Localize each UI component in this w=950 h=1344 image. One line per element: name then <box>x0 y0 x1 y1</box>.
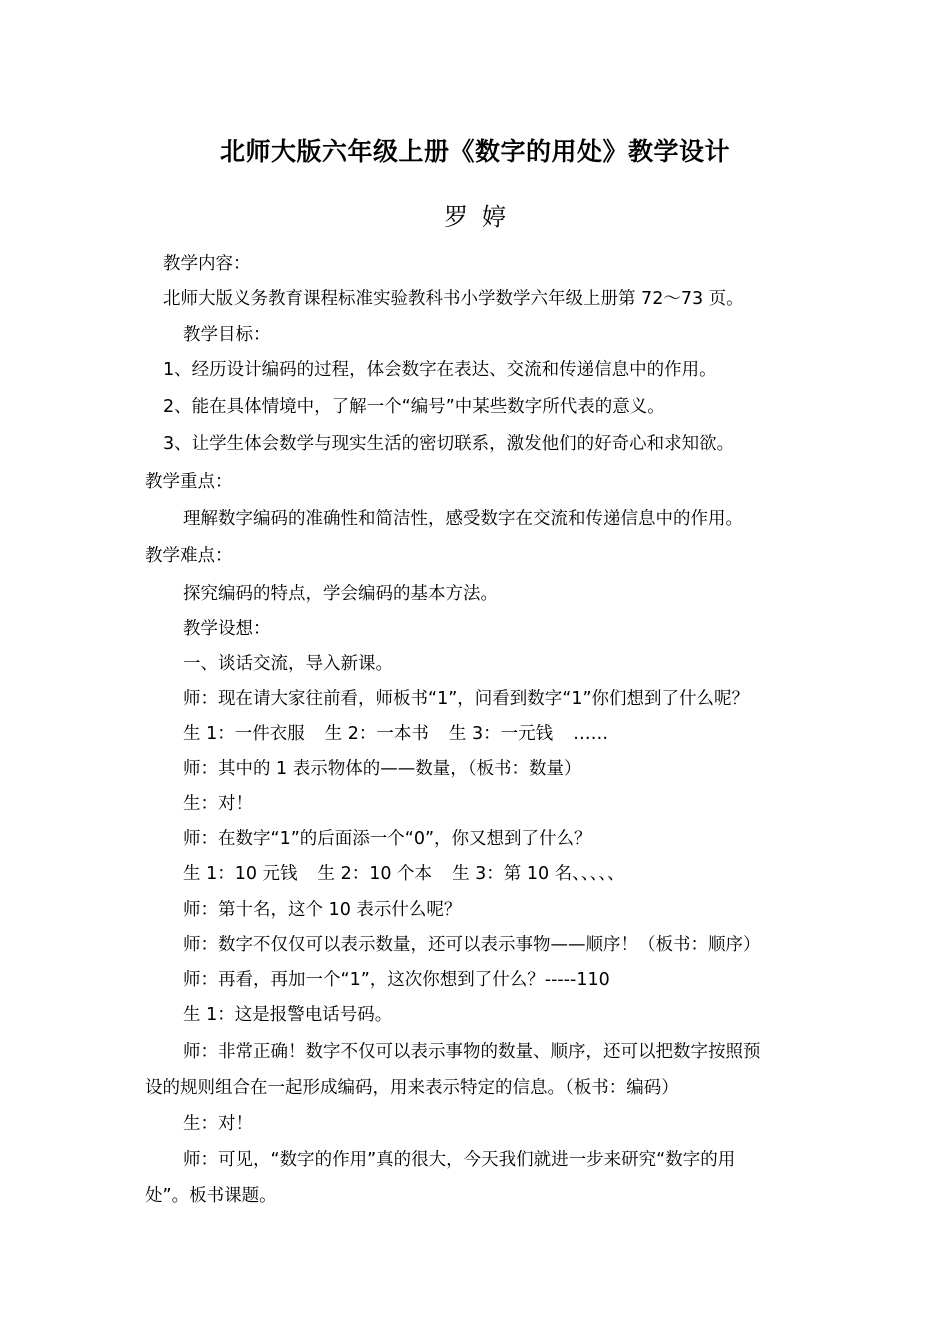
author-given-name: 婷 <box>482 203 506 231</box>
student-answer: 生 2：一本书 <box>324 724 429 744</box>
paragraph-line: 北师大版义务教育课程标准实验教科书小学数学六年级上册第 72～73 页。 <box>163 289 744 309</box>
dialogue-line: 师：可见，“数字的作用”真的很大，今天我们就进一步来研究“数字的用 <box>183 1150 736 1170</box>
heading-teaching-objectives: 教学目标： <box>183 325 271 345</box>
dialogue-line: 生：对！ <box>183 1114 253 1134</box>
student-answer: 生 1：一件衣服 <box>183 724 305 744</box>
dialogue-line: 生 1：这是报警电话号码。 <box>183 1005 393 1025</box>
heading-teaching-content: 教学内容： <box>163 254 251 274</box>
student-answer: 生 1：10 元钱 <box>183 864 298 884</box>
dialogue-line: 设的规则组合在一起形成编码，用来表示特定的信息。（板书：编码） <box>145 1078 679 1098</box>
dialogue-line: 师：非常正确！数字不仅可以表示事物的数量、顺序，还可以把数字按照预 <box>183 1042 761 1062</box>
paragraph-line: 理解数字编码的准确性和简洁性，感受数字在交流和传递信息中的作用。 <box>183 509 743 529</box>
dialogue-line: 师：在数字“1”的后面添一个“0”，你又想到了什么？ <box>183 829 592 849</box>
student-answers-row <box>183 862 625 886</box>
paragraph-line: 探究编码的特点，学会编码的基本方法。 <box>183 584 498 604</box>
dialogue-line: 师：第十名，这个 10 表示什么呢？ <box>183 900 462 920</box>
student-answer: 生 2：10 个本 <box>317 864 433 884</box>
objective-item-2: 2、能在具体情境中，了解一个“编号”中某些数字所代表的意义。 <box>163 397 665 417</box>
student-answer: 生 3：第 10 名、、、、、 <box>452 864 625 884</box>
student-answer: 生 3：一元钱 <box>448 724 554 744</box>
dialogue-line: 处”。板书课题。 <box>145 1186 277 1206</box>
dialogue-line: 师：数字不仅仅可以表示数量，还可以表示事物——顺序！（板书：顺序） <box>183 935 761 955</box>
author-surname: 罗 <box>444 203 468 231</box>
dialogue-line: 师：其中的 1 表示物体的——数量，（板书：数量） <box>183 759 582 779</box>
heading-key-points: 教学重点： <box>145 472 233 492</box>
heading-teaching-plan: 教学设想： <box>183 619 271 639</box>
document-title: 北师大版六年级上册《数字的用处》教学设计 <box>219 137 730 166</box>
student-answers-row <box>183 722 608 746</box>
dialogue-line: 师：再看，再加一个“1”，这次你想到了什么？-----110 <box>183 970 610 990</box>
dialogue-line: 生：对！ <box>183 794 253 814</box>
objective-item-1: 1、经历设计编码的过程，体会数字在表达、交流和传递信息中的作用。 <box>163 360 717 380</box>
heading-difficulties: 教学难点： <box>145 546 233 566</box>
section-heading: 一、谈话交流，导入新课。 <box>183 654 393 674</box>
dialogue-line: 师：现在请大家往前看，师板书“1”，问看到数字“1”你们想到了什么呢？ <box>183 689 750 709</box>
ellipsis: …… <box>573 724 609 744</box>
author-name <box>0 197 950 232</box>
objective-item-3: 3、让学生体会数学与现实生活的密切联系，激发他们的好奇心和求知欲。 <box>163 434 735 454</box>
